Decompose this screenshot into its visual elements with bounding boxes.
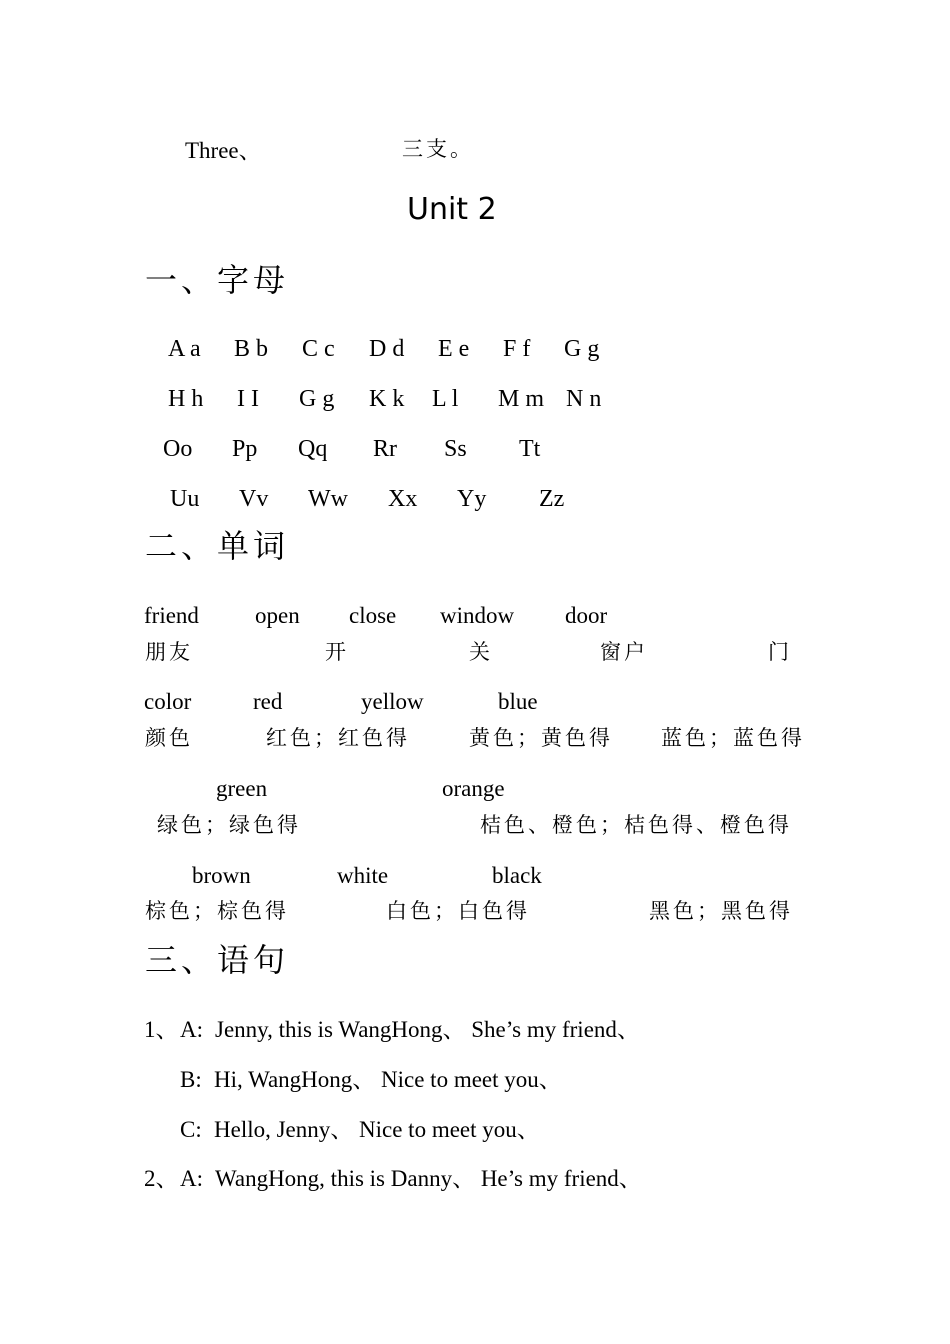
letter-pair: L l bbox=[432, 386, 459, 412]
vocab-word: brown bbox=[192, 863, 251, 888]
letter-pair: Ww bbox=[308, 486, 348, 512]
top-line-chinese: 三支。 bbox=[402, 137, 474, 161]
letter-pair: B b bbox=[234, 336, 269, 362]
vocab-word: yellow bbox=[361, 689, 424, 714]
letter-pair: A a bbox=[168, 336, 201, 362]
dialogue-speaker: C: bbox=[180, 1117, 202, 1142]
vocab-meaning: 颜色 bbox=[145, 726, 193, 750]
unit-title: Unit 2 bbox=[407, 192, 497, 227]
vocab-meaning: 窗户 bbox=[600, 640, 648, 664]
letter-pair: K k bbox=[369, 386, 405, 412]
letter-pair: H h bbox=[168, 386, 204, 412]
section-heading-words: 二、单词 bbox=[145, 527, 290, 565]
letter-pair: I I bbox=[237, 386, 259, 412]
dialogue-speaker: A: bbox=[180, 1166, 203, 1191]
letter-pair: Vv bbox=[239, 486, 269, 512]
dialogue-text: Jenny, this is WangHong、 She’s my friend、 bbox=[215, 1017, 640, 1042]
vocab-meaning: 绿色；绿色得 bbox=[157, 813, 301, 837]
letter-pair: Qq bbox=[298, 436, 328, 462]
letter-pair: Tt bbox=[519, 436, 541, 462]
vocab-meaning: 朋友 bbox=[145, 640, 193, 664]
letter-pair: E e bbox=[438, 336, 470, 362]
letter-pair: Oo bbox=[163, 436, 193, 462]
vocab-meaning: 棕色；棕色得 bbox=[145, 899, 289, 923]
letter-pair: Zz bbox=[539, 486, 565, 512]
vocab-word: blue bbox=[498, 689, 538, 714]
vocab-meaning: 黄色；黄色得 bbox=[469, 726, 613, 750]
letter-pair: N n bbox=[566, 386, 602, 412]
vocab-meaning: 蓝色；蓝色得 bbox=[661, 726, 805, 750]
dialogue-text: Hello, Jenny、 Nice to meet you、 bbox=[214, 1117, 540, 1142]
section-heading-letters: 一、字母 bbox=[145, 261, 290, 299]
letter-pair: Yy bbox=[457, 486, 487, 512]
dialogue-text: Hi, WangHong、 Nice to meet you、 bbox=[214, 1067, 562, 1092]
vocab-word: close bbox=[349, 603, 397, 628]
letter-pair: G g bbox=[564, 336, 600, 362]
vocab-meaning: 白色；白色得 bbox=[386, 899, 530, 923]
dialogue-speaker: B: bbox=[180, 1067, 202, 1092]
vocab-word: open bbox=[255, 603, 300, 628]
letter-pair: Pp bbox=[232, 436, 258, 462]
vocab-meaning: 黑色；黑色得 bbox=[649, 899, 793, 923]
vocab-meaning: 开 bbox=[325, 640, 349, 664]
vocab-word: green bbox=[216, 776, 268, 801]
letter-pair: F f bbox=[503, 336, 531, 362]
letter-pair: M m bbox=[498, 386, 545, 412]
letter-pair: Rr bbox=[373, 436, 397, 462]
section-heading-sentences: 三、语句 bbox=[145, 941, 290, 979]
vocab-word: friend bbox=[144, 603, 199, 628]
vocab-word: black bbox=[492, 863, 542, 888]
vocab-meaning: 门 bbox=[768, 640, 792, 664]
letter-pair: Ss bbox=[444, 436, 467, 462]
vocab-word: orange bbox=[442, 776, 505, 801]
vocab-meaning: 红色；红色得 bbox=[266, 726, 410, 750]
vocab-word: red bbox=[253, 689, 283, 714]
dialogue-number: 1、 bbox=[144, 1017, 179, 1042]
letter-pair: D d bbox=[369, 336, 405, 362]
letter-pair: G g bbox=[299, 386, 335, 412]
letter-pair: Xx bbox=[388, 486, 418, 512]
letter-pair: Uu bbox=[170, 486, 200, 512]
vocab-word: door bbox=[565, 603, 608, 628]
vocab-word: white bbox=[337, 863, 389, 888]
vocab-word: color bbox=[144, 689, 192, 714]
vocab-meaning: 关 bbox=[469, 640, 493, 664]
vocab-meaning: 桔色、橙色；桔色得、橙色得 bbox=[480, 813, 792, 837]
top-line-english: Three、 bbox=[185, 138, 262, 163]
dialogue-number: 2、 bbox=[144, 1166, 179, 1191]
dialogue-text: WangHong, this is Danny、 He’s my friend、 bbox=[215, 1166, 642, 1191]
vocab-word: window bbox=[440, 603, 515, 628]
letter-pair: C c bbox=[302, 336, 335, 362]
dialogue-speaker: A: bbox=[180, 1017, 203, 1042]
